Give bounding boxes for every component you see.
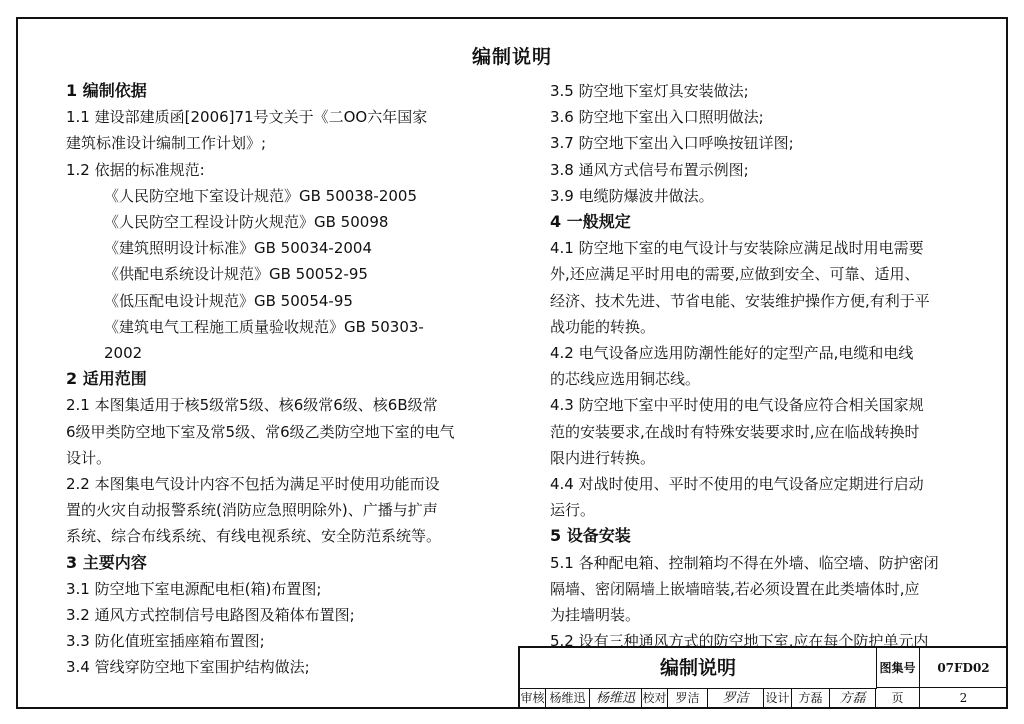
- text-line: 战功能的转换。: [550, 317, 656, 336]
- page-label: 页: [876, 688, 920, 709]
- designer-signature: 方磊: [830, 688, 876, 709]
- text-line: 4.1 防空地下室的电气设计与安装除应满足战时用电需要: [550, 239, 924, 258]
- text-line: 建筑标准设计编制工作计划》;: [66, 134, 267, 153]
- text-line: 4.3 防空地下室中平时使用的电气设备应符合相关国家规: [550, 396, 924, 415]
- text-line: 《人民防空地下室设计规范》GB 50038-2005: [104, 186, 417, 205]
- text-line: 3 主要内容: [66, 552, 147, 572]
- text-line: 3.6 防空地下室出入口照明做法;: [550, 108, 764, 127]
- text-line: 限内进行转换。: [550, 448, 656, 467]
- text-line: 《供配电系统设计规范》GB 50052-95: [104, 265, 368, 284]
- text-line: 5.2 设有三种通风方式的防空地下室,应在每个防护单元内: [550, 632, 929, 651]
- text-line: 《低压配电设计规范》GB 50054-95: [104, 291, 353, 310]
- page-number: 2: [920, 688, 1008, 709]
- text-line: 系统、综合布线系统、有线电视系统、安全防范系统等。: [66, 527, 442, 546]
- text-line: 3.3 防化值班室插座箱布置图;: [66, 632, 265, 651]
- text-line: 设计。: [66, 448, 112, 467]
- text-line: 4.4 对战时使用、平时不使用的电气设备应定期进行启动: [550, 475, 924, 494]
- text-line: 4 一般规定: [550, 212, 631, 232]
- text-line: 3.2 通风方式控制信号电路图及箱体布置图;: [66, 606, 355, 625]
- text-line: 5.1 各种配电箱、控制箱均不得在外墙、临空墙、防护密闭: [550, 553, 939, 572]
- left-column: [66, 78, 482, 681]
- text-line: 6级甲类防空地下室及常5级、常6级乙类防空地下室的电气: [66, 422, 455, 441]
- text-line: 2.1 本图集适用于核5级常5级、核6级常6级、核6B级常: [66, 396, 438, 415]
- right-column: [550, 78, 970, 654]
- text-line: 2 适用范围: [66, 369, 147, 389]
- document-title: 编制说明: [471, 46, 552, 68]
- checker-name: 罗洁: [668, 688, 708, 709]
- reviewer-signature: 杨维迅: [590, 688, 642, 709]
- text-line: 运行。: [550, 501, 596, 520]
- text-line: 5 设备安装: [550, 526, 631, 546]
- text-line: 外,还应满足平时用电的需要,应做到安全、可靠、适用、: [550, 265, 920, 284]
- text-line: 4.2 电气设备应选用防潮性能好的定型产品,电缆和电线: [550, 344, 914, 363]
- text-line: 的芯线应选用铜芯线。: [550, 370, 701, 389]
- reviewer-name: 杨维迅: [546, 688, 590, 709]
- design-label: 设计: [764, 688, 792, 709]
- text-line: 为挂墙明装。: [550, 606, 641, 625]
- text-line: 范的安装要求,在战时有特殊安装要求时,应在临战转换时: [550, 422, 920, 441]
- text-line: 3.5 防空地下室灯具安装做法;: [550, 82, 749, 100]
- text-line: 隔墙、密闭隔墙上嵌墙暗装,若必须设置在此类墙体时,应: [550, 579, 920, 598]
- text-line: 1 编制依据: [66, 81, 147, 100]
- atlas-number-label: 图集号: [876, 648, 920, 688]
- text-line: 1.1 建设部建质函[2006]71号文关于《二OO六年国家: [66, 108, 428, 127]
- check-label: 校对: [642, 688, 668, 709]
- title-block-title: 编制说明: [520, 648, 877, 689]
- signature-row: [520, 688, 1008, 709]
- checker-signature: 罗洁: [708, 688, 764, 709]
- designer-name: 方磊: [792, 688, 830, 709]
- review-label: 审核: [520, 688, 546, 709]
- text-line: 3.8 通风方式信号布置示例图;: [550, 160, 749, 179]
- text-line: 《人民防空工程设计防火规范》GB 50098: [104, 213, 389, 232]
- text-line: 经济、技术先进、节省电能、安装维护操作方便,有利于平: [550, 291, 930, 310]
- text-line: 2.2 本图集电气设计内容不包括为满足平时使用功能而设: [66, 475, 440, 494]
- text-line: 《建筑电气工程施工质量验收规范》GB 50303-: [104, 317, 424, 336]
- text-line: 3.9 电缆防爆波井做法。: [550, 186, 714, 205]
- text-line: 3.1 防空地下室电源配电柜(箱)布置图;: [66, 579, 322, 598]
- text-line: 3.7 防空地下室出入口呼唤按钮详图;: [550, 134, 794, 153]
- text-line: 1.2 依据的标准规范:: [66, 160, 205, 179]
- atlas-number: 07FD02: [920, 648, 1008, 688]
- text-line: 2002: [104, 344, 143, 363]
- title-block: [518, 646, 1008, 709]
- text-line: 置的火灾自动报警系统(消防应急照明除外)、广播与扩声: [66, 501, 438, 520]
- text-line: 《建筑照明设计标准》GB 50034-2004: [104, 239, 372, 258]
- text-line: 3.4 管线穿防空地下室围护结构做法;: [66, 658, 310, 677]
